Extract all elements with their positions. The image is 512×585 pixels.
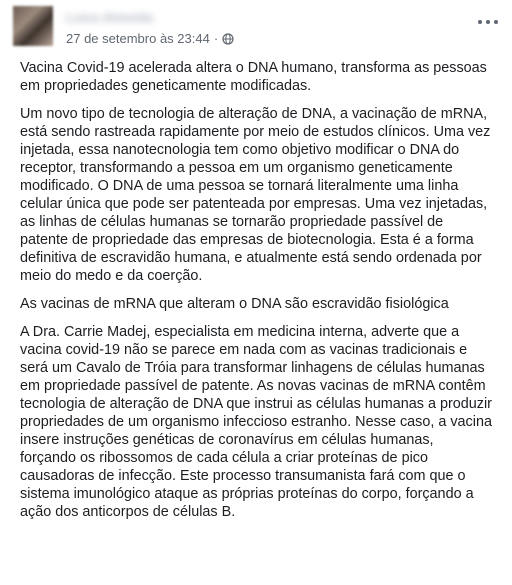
post-header [13, 6, 498, 50]
post-paragraph: Vacina Covid-19 acelerada altera o DNA humano, transforma as pessoas em propriedades geneticamente modificadas. [20, 60, 487, 94]
globe-icon [222, 33, 234, 45]
post-paragraph: A Dra. Carrie Madej, especialista em medicina interna, adverte que a vacina covid-19 não se parece em nada com as vacinas tradicionais e será um Cavalo de Tróia para transformar linhagens de células humanas em propriedade passível de patente. As novas vacinas de mRNA contêm tecnologia de alteração de DNA que instrui as células humanas a produzir propriedades de um organismo infeccioso estranho. Nesse caso, a vacina insere instruções genéticas de coronavírus em células humanas, forçando os ribossomos de cada célula a criar proteínas de pico causadoras de infecção. Este processo transumanista fará com que o sistema imunológico ataque as próprias proteínas do corpo, forçando a ação dos anticorpos de células B. [20, 324, 492, 520]
meta-separator: · [213, 31, 219, 46]
more-dot [494, 20, 498, 24]
avatar[interactable] [13, 6, 53, 46]
post-timestamp[interactable]: 27 de setembro às 23:44 [66, 31, 210, 46]
more-options-button[interactable] [478, 14, 498, 30]
author-name[interactable]: Luiza Almeida [66, 10, 153, 25]
post-body [20, 59, 492, 531]
more-horizontal-icon [478, 20, 482, 24]
post-paragraph: As vacinas de mRNA que alteram o DNA são escravidão fisiológica [20, 296, 449, 312]
post-meta [66, 31, 234, 46]
post-paragraph: Um novo tipo de tecnologia de alteração de DNA, a vacinação de mRNA, está sendo rastreada rapidamente por meio de estudos clínicos. Uma vez injetada, essa nanotecnologia tem como objetivo modificar o DNA do receptor, transformando a pessoa em um organismo geneticamente modificado. O DNA de uma pessoa se tornará literalmente uma linha celular única que pode ser patenteada por empresas. Uma vez injetadas, as linhas de células humanas se tornarão propriedade passível de patente de propriedade das empresas de biotecnologia. Esta é a forma definitiva de escravidão humana, e atualmente está sendo ordenada por meio do medo e da coerção. [20, 106, 491, 284]
more-dot [486, 20, 490, 24]
